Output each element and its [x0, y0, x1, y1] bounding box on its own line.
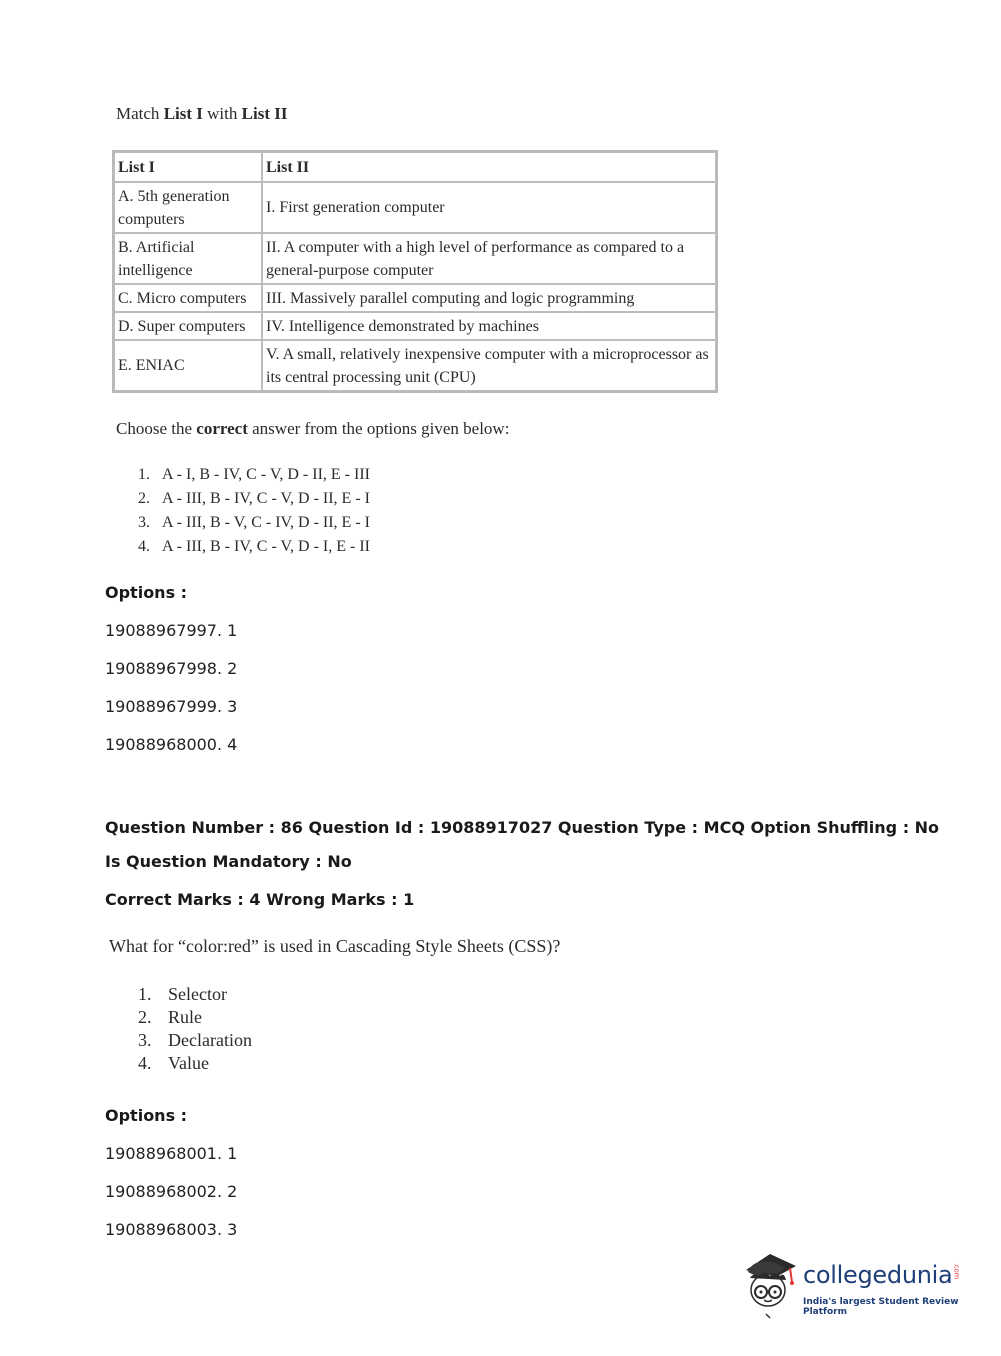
option-item: 19088967997. 1: [105, 621, 238, 640]
list-item: [138, 1006, 252, 1029]
logo-wordmark: collegedunia.com: [803, 1261, 961, 1289]
options-label: Options :: [105, 583, 188, 602]
choice-text: A - I, B - IV, C - V, D - II, E - III: [162, 466, 370, 483]
option-item: 19088968000. 4: [105, 735, 238, 754]
list-item: [138, 487, 370, 511]
choice-number: 2.: [138, 1007, 152, 1027]
q1-choice-list: [138, 463, 370, 559]
list-item: [138, 983, 252, 1006]
table-row: [114, 284, 716, 312]
choice-number: 3.: [138, 514, 150, 531]
table-header-cell: List I: [114, 152, 262, 182]
choice-text: Value: [168, 1053, 209, 1073]
table-row: [114, 312, 716, 340]
choice-number: 3.: [138, 1030, 152, 1050]
table-header-cell: List II: [262, 152, 716, 182]
table-cell: IV. Intelligence demonstrated by machines: [262, 312, 716, 340]
table-cell: D. Super computers: [114, 312, 262, 340]
list-item: [138, 1052, 252, 1075]
table-header-row: [114, 152, 716, 182]
list-item: [138, 511, 370, 535]
match-table: [112, 150, 718, 393]
choice-text: A - III, B - V, C - IV, D - II, E - I: [162, 514, 370, 531]
table-cell: III. Massively parallel computing and logic programming: [262, 284, 716, 312]
q2-choice-list: [138, 983, 252, 1075]
table-row: [114, 340, 716, 391]
logo-tagline: India's largest Student Review Platform: [803, 1297, 959, 1317]
list-item: [138, 535, 370, 559]
table-cell: V. A small, relatively inexpensive computer with a microprocessor as its central processing unit (CPU): [262, 340, 716, 391]
table-cell: C. Micro computers: [114, 284, 262, 312]
choose-instruction: Choose the correct answer from the options given below:: [116, 419, 510, 438]
option-item: 19088968001. 1: [105, 1144, 238, 1163]
question-meta: Question Number : 86 Question Id : 19088917027 Question Type : MCQ Option Shuffling : No: [105, 818, 940, 837]
choice-number: 4.: [138, 538, 150, 555]
table-row: [114, 233, 716, 284]
option-item: 19088968003. 3: [105, 1220, 238, 1239]
table-cell: B. Artificial intelligence: [114, 233, 262, 284]
choice-text: A - III, B - IV, C - V, D - I, E - II: [162, 538, 370, 555]
option-item: 19088967999. 3: [105, 697, 238, 716]
choice-text: Declaration: [168, 1030, 252, 1050]
table-cell: II. A computer with a high level of performance as compared to a general-purpose computer: [262, 233, 716, 284]
option-item: 19088968002. 2: [105, 1182, 238, 1201]
choice-number: 1.: [138, 984, 152, 1004]
choice-number: 1.: [138, 466, 150, 483]
choice-text: A - III, B - IV, C - V, D - II, E - I: [162, 490, 370, 507]
table-row: [114, 182, 716, 233]
choice-text: Rule: [168, 1007, 202, 1027]
question-marks: Correct Marks : 4 Wrong Marks : 1: [105, 890, 415, 909]
collegedunia-mascot-icon: [740, 1248, 802, 1320]
choice-number: 4.: [138, 1053, 152, 1073]
choice-text: Selector: [168, 984, 227, 1004]
question-mandatory: Is Question Mandatory : No: [105, 852, 352, 871]
table-cell: A. 5th generation computers: [114, 182, 262, 233]
list-item: [138, 1029, 252, 1052]
table-cell: I. First generation computer: [262, 182, 716, 233]
q1-prompt: Match List I with List II: [116, 104, 288, 123]
q2-prompt: What for “color:red” is used in Cascading Style Sheets (CSS)?: [109, 936, 561, 956]
option-item: 19088967998. 2: [105, 659, 238, 678]
choice-number: 2.: [138, 490, 150, 507]
options-label: Options :: [105, 1106, 188, 1125]
table-cell: E. ENIAC: [114, 340, 262, 391]
list-item: [138, 463, 370, 487]
